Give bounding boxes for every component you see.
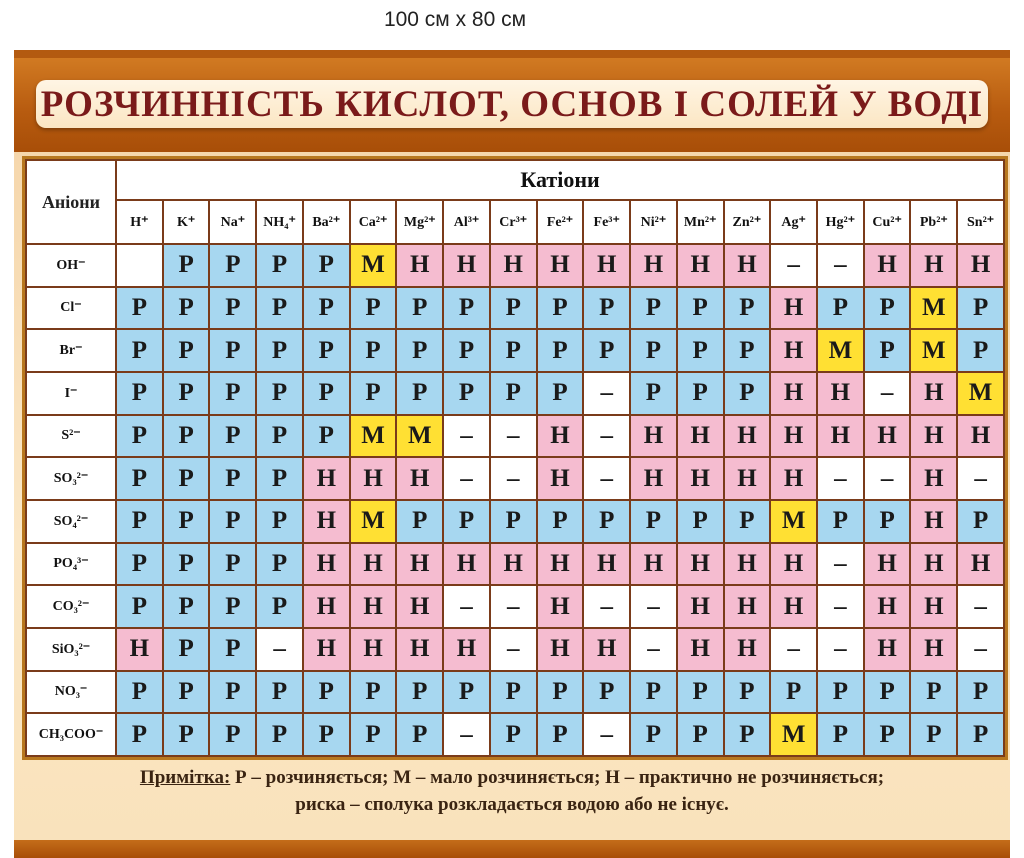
solubility-cell: Р bbox=[163, 713, 210, 756]
solubility-cell: Н bbox=[724, 457, 771, 500]
solubility-cell: Р bbox=[350, 329, 397, 372]
poster bbox=[14, 50, 1010, 858]
anion-label: NO₃⁻ bbox=[26, 671, 116, 714]
solubility-cell: Р bbox=[163, 671, 210, 714]
cation-header: Cr³⁺ bbox=[490, 200, 537, 244]
solubility-cell: Р bbox=[537, 671, 584, 714]
solubility-cell: Р bbox=[163, 500, 210, 543]
solubility-cell: М bbox=[770, 713, 817, 756]
solubility-cell: – bbox=[443, 713, 490, 756]
solubility-cell: – bbox=[443, 585, 490, 628]
solubility-cell: Р bbox=[910, 713, 957, 756]
solubility-cell: Р bbox=[724, 287, 771, 330]
cation-header: Ca²⁺ bbox=[350, 200, 397, 244]
solubility-cell: Р bbox=[303, 415, 350, 458]
solubility-cell: Н bbox=[724, 628, 771, 671]
solubility-cell: Р bbox=[209, 713, 256, 756]
table-row bbox=[26, 543, 1004, 586]
solubility-cell: Р bbox=[303, 372, 350, 415]
solubility-cell: Н bbox=[630, 457, 677, 500]
solubility-cell: Р bbox=[724, 500, 771, 543]
solubility-cell: М bbox=[817, 329, 864, 372]
solubility-cell: – bbox=[583, 585, 630, 628]
table-row bbox=[26, 457, 1004, 500]
solubility-cell: Р bbox=[256, 372, 303, 415]
solubility-cell: Р bbox=[209, 244, 256, 287]
solubility-cell: Р bbox=[303, 329, 350, 372]
solubility-cell: Р bbox=[630, 287, 677, 330]
title-box bbox=[36, 80, 988, 128]
solubility-cell: Н bbox=[910, 415, 957, 458]
solubility-cell: Н bbox=[303, 628, 350, 671]
solubility-cell: Н bbox=[864, 244, 911, 287]
solubility-cell: Н bbox=[864, 543, 911, 586]
solubility-cell: Н bbox=[350, 457, 397, 500]
solubility-cell: Р bbox=[256, 543, 303, 586]
solubility-cell: Н bbox=[490, 244, 537, 287]
solubility-cell: Р bbox=[677, 713, 724, 756]
solubility-cell: Р bbox=[724, 329, 771, 372]
table-row bbox=[26, 713, 1004, 756]
solubility-cell: Р bbox=[116, 713, 163, 756]
solubility-cell: Р bbox=[350, 372, 397, 415]
solubility-cell: М bbox=[350, 500, 397, 543]
solubility-cell: М bbox=[770, 500, 817, 543]
solubility-cell: Р bbox=[209, 671, 256, 714]
solubility-cell: Н bbox=[770, 457, 817, 500]
cation-header: Mg²⁺ bbox=[396, 200, 443, 244]
size-label: 100 см х 80 см bbox=[383, 8, 527, 31]
solubility-cell: Р bbox=[957, 287, 1004, 330]
solubility-cell: Р bbox=[770, 671, 817, 714]
solubility-cell: Р bbox=[724, 671, 771, 714]
anion-label: I⁻ bbox=[26, 372, 116, 415]
cations-header: Катіони bbox=[116, 160, 1004, 200]
anion-label: SiO₃²⁻ bbox=[26, 628, 116, 671]
solubility-cell: Р bbox=[256, 457, 303, 500]
solubility-cell: Н bbox=[396, 244, 443, 287]
solubility-cell: Н bbox=[770, 543, 817, 586]
solubility-cell: Р bbox=[163, 329, 210, 372]
cation-row bbox=[26, 200, 1004, 244]
solubility-cell: Р bbox=[583, 671, 630, 714]
solubility-cell: Р bbox=[303, 287, 350, 330]
solubility-cell: Р bbox=[443, 329, 490, 372]
solubility-cell: Р bbox=[817, 671, 864, 714]
cation-header: H⁺ bbox=[116, 200, 163, 244]
solubility-cell: – bbox=[817, 585, 864, 628]
solubility-cell: Р bbox=[163, 415, 210, 458]
solubility-cell: Н bbox=[770, 329, 817, 372]
solubility-cell: Р bbox=[537, 713, 584, 756]
solubility-cell: Н bbox=[817, 415, 864, 458]
solubility-cell: Р bbox=[303, 244, 350, 287]
solubility-cell: Р bbox=[116, 500, 163, 543]
solubility-cell: Р bbox=[910, 671, 957, 714]
solubility-cell: Н bbox=[770, 415, 817, 458]
cation-header: Fe³⁺ bbox=[583, 200, 630, 244]
solubility-cell: Р bbox=[256, 244, 303, 287]
anion-label: SO₃²⁻ bbox=[26, 457, 116, 500]
solubility-cell: Р bbox=[209, 500, 256, 543]
solubility-cell: Н bbox=[910, 585, 957, 628]
solubility-cell: Н bbox=[957, 415, 1004, 458]
footer-band bbox=[14, 840, 1010, 858]
solubility-cell: Р bbox=[537, 372, 584, 415]
solubility-cell: М bbox=[957, 372, 1004, 415]
header-band bbox=[14, 58, 1010, 152]
solubility-cell: Н bbox=[677, 457, 724, 500]
solubility-cell: Н bbox=[957, 244, 1004, 287]
solubility-cell: Н bbox=[957, 543, 1004, 586]
solubility-cell: – bbox=[490, 585, 537, 628]
solubility-cell: Р bbox=[490, 372, 537, 415]
solubility-cell: Н bbox=[910, 628, 957, 671]
solubility-cell: Р bbox=[163, 457, 210, 500]
anion-label: CO₃²⁻ bbox=[26, 585, 116, 628]
solubility-cell: Н bbox=[490, 543, 537, 586]
solubility-cell: Р bbox=[116, 415, 163, 458]
solubility-cell: Р bbox=[163, 287, 210, 330]
solubility-cell: – bbox=[443, 415, 490, 458]
solubility-cell: Р bbox=[583, 500, 630, 543]
solubility-cell: Р bbox=[116, 543, 163, 586]
cation-header: Pb²⁺ bbox=[910, 200, 957, 244]
solubility-cell: Р bbox=[630, 372, 677, 415]
solubility-cell: Р bbox=[256, 415, 303, 458]
solubility-cell: Р bbox=[116, 372, 163, 415]
solubility-cell: Н bbox=[350, 585, 397, 628]
solubility-cell: Н bbox=[864, 415, 911, 458]
solubility-cell: Р bbox=[443, 372, 490, 415]
solubility-cell: Н bbox=[677, 415, 724, 458]
solubility-cell: Р bbox=[957, 500, 1004, 543]
cation-header: Fe²⁺ bbox=[537, 200, 584, 244]
solubility-cell: Н bbox=[537, 457, 584, 500]
solubility-cell: Н bbox=[583, 628, 630, 671]
solubility-cell: Н bbox=[770, 287, 817, 330]
solubility-cell: Н bbox=[583, 543, 630, 586]
solubility-cell: Р bbox=[864, 500, 911, 543]
solubility-cell: Р bbox=[864, 287, 911, 330]
solubility-cell: Н bbox=[910, 244, 957, 287]
solubility-table bbox=[25, 159, 1005, 757]
solubility-cell: Р bbox=[677, 671, 724, 714]
solubility-cell: Н bbox=[350, 543, 397, 586]
cation-header: Cu²⁺ bbox=[864, 200, 911, 244]
solubility-cell: Р bbox=[677, 372, 724, 415]
solubility-cell: Н bbox=[537, 543, 584, 586]
solubility-cell: – bbox=[256, 628, 303, 671]
solubility-cell: Н bbox=[443, 543, 490, 586]
anions-header: Аніони bbox=[26, 160, 116, 244]
solubility-cell: Н bbox=[910, 543, 957, 586]
solubility-cell: М bbox=[396, 415, 443, 458]
solubility-cell: Н bbox=[770, 372, 817, 415]
anion-label: OH⁻ bbox=[26, 244, 116, 287]
solubility-cell: Р bbox=[256, 287, 303, 330]
solubility-cell: Р bbox=[396, 329, 443, 372]
solubility-cell: Р bbox=[116, 457, 163, 500]
cation-header: Sn²⁺ bbox=[957, 200, 1004, 244]
solubility-cell: Н bbox=[537, 244, 584, 287]
solubility-cell: Р bbox=[677, 500, 724, 543]
solubility-cell: – bbox=[630, 628, 677, 671]
solubility-cell: Н bbox=[770, 585, 817, 628]
solubility-cell: Н bbox=[396, 585, 443, 628]
page-title: РОЗЧИННІСТЬ КИСЛОТ, ОСНОВ І СОЛЕЙ У ВОДІ bbox=[40, 83, 984, 125]
solubility-cell: Р bbox=[256, 671, 303, 714]
solubility-cell: Р bbox=[396, 500, 443, 543]
solubility-cell: Н bbox=[303, 457, 350, 500]
solubility-cell: Р bbox=[209, 372, 256, 415]
solubility-cell: Р bbox=[537, 500, 584, 543]
solubility-cell: Н bbox=[817, 372, 864, 415]
solubility-cell: Р bbox=[163, 585, 210, 628]
solubility-cell: – bbox=[490, 628, 537, 671]
solubility-cell: – bbox=[583, 713, 630, 756]
solubility-cell: Н bbox=[350, 628, 397, 671]
cation-header: Ag⁺ bbox=[770, 200, 817, 244]
anion-label: S²⁻ bbox=[26, 415, 116, 458]
solubility-cell: – bbox=[957, 628, 1004, 671]
solubility-cell: Р bbox=[116, 585, 163, 628]
solubility-cell: Р bbox=[490, 329, 537, 372]
solubility-cell: Р bbox=[864, 329, 911, 372]
solubility-cell: Р bbox=[864, 671, 911, 714]
solubility-cell: Р bbox=[630, 671, 677, 714]
solubility-cell: Р bbox=[957, 713, 1004, 756]
solubility-cell: – bbox=[583, 457, 630, 500]
solubility-cell: Р bbox=[209, 329, 256, 372]
solubility-cell: Р bbox=[163, 543, 210, 586]
solubility-cell: Р bbox=[163, 628, 210, 671]
solubility-cell: Р bbox=[209, 457, 256, 500]
solubility-cell: Р bbox=[677, 329, 724, 372]
solubility-cell: Н bbox=[303, 543, 350, 586]
solubility-cell: Р bbox=[350, 671, 397, 714]
anion-label: Cl⁻ bbox=[26, 287, 116, 330]
solubility-cell: Н bbox=[864, 628, 911, 671]
solubility-cell: Р bbox=[116, 287, 163, 330]
note-label: Примітка: bbox=[139, 767, 231, 788]
solubility-cell: Н bbox=[677, 628, 724, 671]
table-row bbox=[26, 500, 1004, 543]
solubility-cell: Р bbox=[396, 287, 443, 330]
solubility-cell: – bbox=[864, 457, 911, 500]
solubility-cell: Р bbox=[256, 329, 303, 372]
solubility-cell: Н bbox=[724, 415, 771, 458]
solubility-cell: Р bbox=[256, 585, 303, 628]
solubility-cell bbox=[116, 244, 163, 287]
solubility-cell: Н bbox=[303, 585, 350, 628]
solubility-cell: Р bbox=[630, 713, 677, 756]
solubility-cell: Р bbox=[677, 287, 724, 330]
solubility-cell: – bbox=[770, 628, 817, 671]
solubility-cell: М bbox=[910, 329, 957, 372]
solubility-cell: Н bbox=[724, 244, 771, 287]
solubility-cell: Н bbox=[537, 585, 584, 628]
solubility-cell: Р bbox=[957, 329, 1004, 372]
solubility-cell: Р bbox=[724, 372, 771, 415]
solubility-cell: Р bbox=[256, 500, 303, 543]
solubility-cell: Н bbox=[630, 415, 677, 458]
solubility-cell: Р bbox=[396, 372, 443, 415]
solubility-cell: Р bbox=[537, 287, 584, 330]
solubility-cell: Р bbox=[396, 713, 443, 756]
solubility-cell: Н bbox=[724, 543, 771, 586]
solubility-cell: Р bbox=[490, 287, 537, 330]
solubility-cell: Р bbox=[490, 671, 537, 714]
solubility-cell: Р bbox=[817, 287, 864, 330]
solubility-cell: – bbox=[583, 372, 630, 415]
solubility-cell: – bbox=[490, 415, 537, 458]
cation-header: Hg²⁺ bbox=[817, 200, 864, 244]
solubility-cell: Н bbox=[537, 415, 584, 458]
solubility-cell: Н bbox=[630, 244, 677, 287]
solubility-cell: Р bbox=[303, 713, 350, 756]
solubility-cell: Н bbox=[396, 457, 443, 500]
solubility-cell: Р bbox=[303, 671, 350, 714]
cation-header: Zn²⁺ bbox=[724, 200, 771, 244]
solubility-cell: Р bbox=[957, 671, 1004, 714]
table-row bbox=[26, 244, 1004, 287]
solubility-cell: Р bbox=[864, 713, 911, 756]
note-line1: Р – розчиняється; М – мало розчиняється; Н – практично не розчиняється; bbox=[230, 767, 885, 788]
cation-header: K⁺ bbox=[163, 200, 210, 244]
cation-header: Na⁺ bbox=[209, 200, 256, 244]
solubility-cell: Р bbox=[209, 628, 256, 671]
solubility-cell: Н bbox=[910, 372, 957, 415]
cation-header: Ba²⁺ bbox=[303, 200, 350, 244]
table-body bbox=[26, 244, 1004, 756]
solubility-cell: – bbox=[817, 543, 864, 586]
solubility-cell: Р bbox=[490, 713, 537, 756]
solubility-table-wrap bbox=[22, 156, 1008, 760]
solubility-cell: Р bbox=[817, 500, 864, 543]
table-row bbox=[26, 415, 1004, 458]
solubility-cell: Н bbox=[396, 628, 443, 671]
solubility-cell: Р bbox=[350, 287, 397, 330]
solubility-cell: Р bbox=[256, 713, 303, 756]
solubility-cell: Р bbox=[163, 372, 210, 415]
solubility-cell: Р bbox=[209, 585, 256, 628]
solubility-cell: М bbox=[910, 287, 957, 330]
solubility-cell: Р bbox=[209, 287, 256, 330]
table-row bbox=[26, 628, 1004, 671]
solubility-cell: Н bbox=[116, 628, 163, 671]
table-row bbox=[26, 372, 1004, 415]
solubility-cell: М bbox=[350, 415, 397, 458]
anion-label: Br⁻ bbox=[26, 329, 116, 372]
cation-header: Mn²⁺ bbox=[677, 200, 724, 244]
solubility-cell: Р bbox=[163, 244, 210, 287]
solubility-cell: Р bbox=[537, 329, 584, 372]
solubility-cell: – bbox=[817, 244, 864, 287]
solubility-cell: Н bbox=[630, 543, 677, 586]
solubility-cell: – bbox=[817, 628, 864, 671]
anion-label: CH₃COO⁻ bbox=[26, 713, 116, 756]
solubility-cell: – bbox=[583, 415, 630, 458]
solubility-cell: Н bbox=[910, 457, 957, 500]
solubility-cell: – bbox=[490, 457, 537, 500]
solubility-cell: – bbox=[770, 244, 817, 287]
solubility-cell: Р bbox=[116, 329, 163, 372]
solubility-cell: Н bbox=[910, 500, 957, 543]
solubility-cell: Р bbox=[209, 415, 256, 458]
cation-header: NH₄⁺ bbox=[256, 200, 303, 244]
solubility-cell: Р bbox=[209, 543, 256, 586]
table-row bbox=[26, 671, 1004, 714]
solubility-cell: – bbox=[817, 457, 864, 500]
solubility-cell: Н bbox=[583, 244, 630, 287]
solubility-cell: М bbox=[350, 244, 397, 287]
solubility-cell: Р bbox=[396, 671, 443, 714]
solubility-cell: Р bbox=[817, 713, 864, 756]
table-row bbox=[26, 585, 1004, 628]
solubility-cell: Р bbox=[583, 329, 630, 372]
solubility-cell: Р bbox=[443, 671, 490, 714]
solubility-cell: – bbox=[957, 457, 1004, 500]
solubility-cell: – bbox=[630, 585, 677, 628]
solubility-cell: Р bbox=[630, 329, 677, 372]
cation-header: Ni²⁺ bbox=[630, 200, 677, 244]
legend-note bbox=[14, 764, 1010, 818]
solubility-cell: Н bbox=[443, 628, 490, 671]
solubility-cell: Н bbox=[677, 244, 724, 287]
solubility-cell: – bbox=[443, 457, 490, 500]
solubility-cell: Н bbox=[303, 500, 350, 543]
solubility-cell: Р bbox=[724, 713, 771, 756]
note-line2: риска – сполука розкладається водою або не існує. bbox=[295, 794, 729, 815]
anion-label: PO₄³⁻ bbox=[26, 543, 116, 586]
solubility-cell: Н bbox=[396, 543, 443, 586]
solubility-cell: Н bbox=[864, 585, 911, 628]
solubility-cell: Р bbox=[583, 287, 630, 330]
solubility-cell: Н bbox=[677, 543, 724, 586]
table-row bbox=[26, 287, 1004, 330]
solubility-cell: – bbox=[957, 585, 1004, 628]
cation-header: Al³⁺ bbox=[443, 200, 490, 244]
solubility-cell: Р bbox=[443, 287, 490, 330]
solubility-cell: Р bbox=[630, 500, 677, 543]
solubility-cell: Р bbox=[490, 500, 537, 543]
solubility-cell: Н bbox=[537, 628, 584, 671]
solubility-cell: Н bbox=[677, 585, 724, 628]
solubility-cell: Н bbox=[724, 585, 771, 628]
solubility-cell: Н bbox=[443, 244, 490, 287]
solubility-cell: Р bbox=[443, 500, 490, 543]
solubility-cell: Р bbox=[116, 671, 163, 714]
solubility-cell: Р bbox=[350, 713, 397, 756]
solubility-cell: – bbox=[864, 372, 911, 415]
anion-label: SO₄²⁻ bbox=[26, 500, 116, 543]
table-row bbox=[26, 329, 1004, 372]
